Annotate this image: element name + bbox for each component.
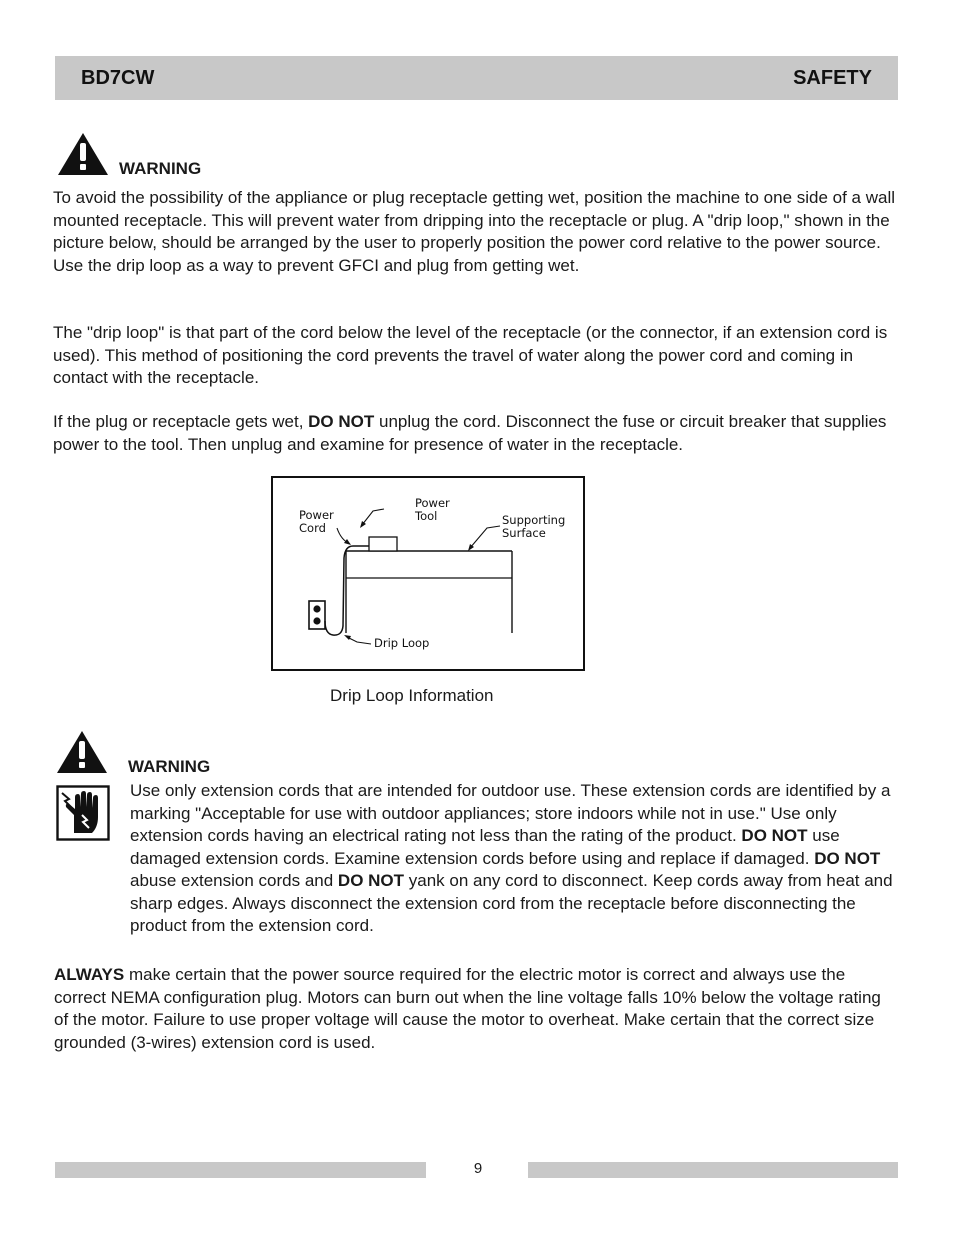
footer-bar-left <box>55 1162 426 1178</box>
footer-bar-right <box>528 1162 898 1178</box>
figure-caption: Drip Loop Information <box>330 686 494 705</box>
warning-label: WARNING <box>128 757 211 776</box>
warning-label: WARNING <box>119 159 202 178</box>
text-run: Use only extension cords that are intended for outdoor use. These extension cords are identified by a marking "Acceptable for use with outdoor appliances; store indoors while not in use." Use only extension cords having an electrical rating not less than the rating of the product. <box>130 781 891 845</box>
model-name: BD7CW <box>81 66 155 89</box>
emphasis: DO NOT <box>308 412 375 431</box>
emphasis: DO NOT <box>337 871 405 890</box>
label-line: Surface <box>502 526 546 540</box>
drip-loop-paragraph: The "drip loop" is that part of the cord below the level of the receptacle (or the connector, if an extension cord is used). This method of positioning the cord prevents the travel of water along the power cord and coming in contact with the receptacle. <box>53 323 888 387</box>
emphasis: ALWAYS <box>54 965 125 984</box>
page-number: 9 <box>473 1160 483 1177</box>
text-run: use damaged extension cords. Examine extension cords before using and replace if damaged. <box>130 826 840 868</box>
power-tool-label <box>415 497 450 523</box>
emphasis: DO NOT <box>814 848 881 868</box>
label-line: Tool <box>415 509 438 523</box>
text-run: yank on any cord to disconnect. Keep cords away from heat and sharp edges. Always disconnect the extension cord from the receptacle before disconnecting the product from the extension cord. <box>130 871 893 935</box>
label-line: Power <box>299 508 334 522</box>
extension-cord-paragraph <box>130 780 905 938</box>
warning-triangle-icon <box>57 132 109 176</box>
text-run: If the plug or receptacle gets wet, <box>53 412 309 431</box>
section-title: SAFETY <box>793 66 872 89</box>
supporting-surface-label <box>502 514 565 540</box>
page-header <box>55 56 898 100</box>
label-line: Cord <box>299 521 326 535</box>
label-line: Supporting <box>502 513 566 527</box>
wet-plug-paragraph <box>53 411 903 456</box>
power-cord-label <box>299 509 334 535</box>
power-source-paragraph <box>54 964 899 1054</box>
emphasis: DO NOT <box>741 826 808 845</box>
text-run: abuse extension cords and <box>130 871 338 890</box>
warning-paragraph-1: To avoid the possibility of the appliance or plug receptacle getting wet, position the machine to one side of a wall mounted receptacle. This will prevent water from dripping into the receptacle or plug. A "drip loop," shown in the picture below, should be arranged by the user to properly position the power cord relative to the power source. Use the drip loop as a way to prevent GFCI and plug from getting wet. <box>53 188 896 275</box>
electric-shock-hand-icon <box>56 785 110 841</box>
drip-loop-diagram <box>271 476 585 671</box>
text-run: make certain that the power source required for the electric motor is correct and always use the correct NEMA configuration plug. Motors can burn out when the line voltage falls 10% below the voltage rating of the motor. Failure to use proper voltage will cause the motor to overheat. Make certain that the correct size grounded (3-wires) extension cord is used. <box>54 965 881 1052</box>
drip-loop-label: Drip Loop <box>374 636 430 650</box>
text-run: unplug the cord. Disconnect the fuse or circuit breaker that supplies power to the tool. Then unplug and examine for presence of water in the receptacle. <box>53 412 887 454</box>
label-line: Power <box>415 496 450 510</box>
warning-triangle-icon <box>56 730 108 774</box>
